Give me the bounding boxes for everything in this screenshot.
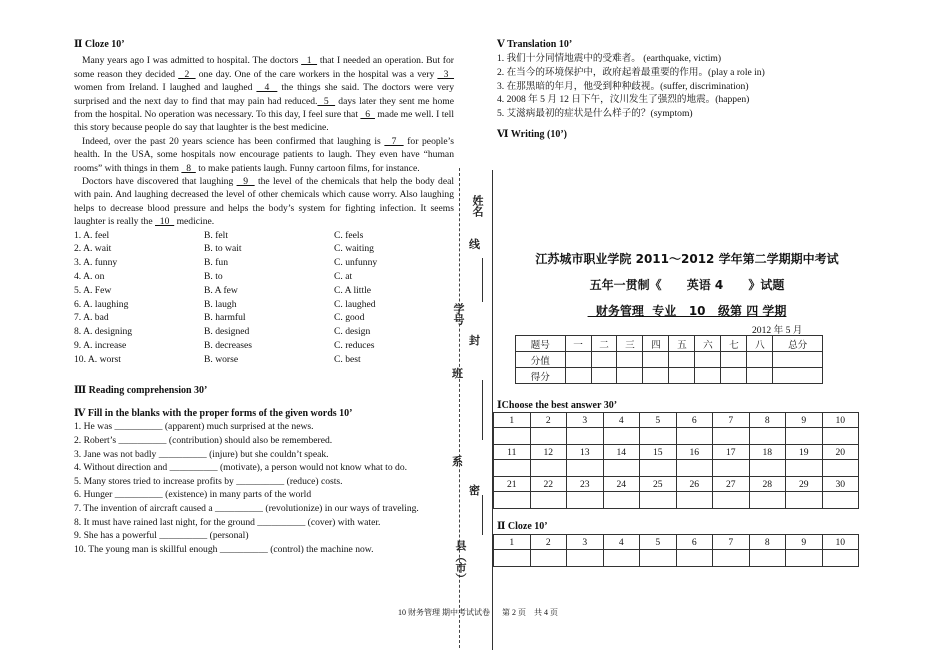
score-table	[515, 335, 823, 384]
choose-heading: ⅠChoose the best answer 30’	[497, 400, 618, 411]
score-header-cell: 六	[695, 336, 721, 352]
cloze-text: for people’s health. In the USA, some hospitals now encourage patients to laugh. They even have “human rooms” with things in them	[74, 135, 454, 174]
answer-cell[interactable]	[567, 428, 604, 445]
answer-number: 7	[713, 535, 750, 550]
answer-number: 12	[530, 445, 567, 460]
fill-item: 10. The young man is skillful enough __________ (control) the machine now.	[74, 543, 374, 555]
answer-cell[interactable]	[713, 550, 750, 567]
option-item: C. design	[334, 326, 371, 338]
option-item: 10. A. worst	[74, 353, 121, 365]
cloze-text: days later they sent me home from the hospital. No operation was necessary. To this day, I feel sure that	[74, 95, 454, 121]
blank-line	[482, 258, 483, 302]
cloze-options	[74, 229, 454, 367]
answer-number: 13	[567, 445, 604, 460]
answer-cell[interactable]	[786, 460, 823, 477]
answer-cell[interactable]	[567, 550, 604, 567]
cloze-paragraph-2	[74, 135, 454, 175]
blank-line	[482, 380, 483, 440]
label-line: 线	[469, 238, 480, 251]
fill-item: 9. She has a powerful __________ (personal)	[74, 530, 249, 542]
answer-number: 10	[822, 413, 859, 428]
option-item: B. decreases	[204, 340, 252, 352]
answer-cell[interactable]	[603, 492, 640, 509]
answer-cell[interactable]	[749, 492, 786, 509]
answer-number: 28	[749, 477, 786, 492]
score-header-cell: 四	[643, 336, 669, 352]
answer-number: 2	[530, 535, 567, 550]
answer-number: 19	[786, 445, 823, 460]
option-item: B. felt	[204, 229, 228, 241]
score-cell	[617, 368, 643, 384]
option-item: C. at	[334, 271, 353, 283]
answer-number: 16	[676, 445, 713, 460]
answer-number: 8	[749, 413, 786, 428]
major-line: 财务管理 专业 10 级第 四 学期	[587, 304, 787, 318]
answer-number: 7	[713, 413, 750, 428]
label-student-id: 学号	[452, 303, 465, 325]
answer-number: 10	[822, 535, 859, 550]
option-item: C. best	[334, 353, 361, 365]
translation-item: 5. 艾滋病最初的症状是什么样子的？(symptom)	[497, 107, 693, 119]
fill-item: 5. Many stores tried to increase profits by __________ (reduce) costs.	[74, 475, 343, 487]
fill-item: 6. Hunger __________ (existence) in many parts of the world	[74, 489, 312, 501]
cloze-text: to make patients laugh. Funny cartoon films, for instance.	[195, 162, 420, 174]
score-cell	[643, 352, 669, 368]
answer-cell[interactable]	[567, 492, 604, 509]
score-cell	[565, 368, 591, 384]
option-item: B. fun	[204, 257, 228, 269]
answer-number: 5	[640, 413, 677, 428]
course-title: 五年一贯制《 英语 4 》试题	[589, 278, 785, 292]
option-item: B. designed	[204, 326, 250, 338]
page-footer: 10 财务管理 期中考试试卷 第 2 页 共 4 页	[398, 608, 558, 617]
answer-cell[interactable]	[567, 460, 604, 477]
answer-number: 4	[603, 413, 640, 428]
answer-number: 1	[494, 413, 531, 428]
option-item: B. laugh	[204, 298, 237, 310]
score-cell	[721, 368, 747, 384]
answer-cell[interactable]	[603, 428, 640, 445]
cloze-blank: 9	[236, 176, 255, 188]
choose-answer-table	[493, 412, 859, 509]
fill-item: 3. Jane was not badly __________ (injure) but she couldn’t speak.	[74, 448, 329, 460]
translation-item: 1. 我们十分同情地震中的受难者。 (earthquake, victim)	[497, 53, 722, 65]
answer-number: 17	[713, 445, 750, 460]
answer-number: 9	[786, 535, 823, 550]
score-cell	[747, 352, 773, 368]
answer-cell[interactable]	[676, 428, 713, 445]
cloze-text: Many years ago I was admitted to hospital. The doctors	[82, 55, 302, 67]
option-item: C. laughed	[334, 298, 376, 310]
option-item: 8. A. designing	[74, 326, 133, 338]
score-cell	[747, 368, 773, 384]
cloze-text: one day. One of the care workers in the hospital was a very	[195, 68, 438, 80]
score-cell	[773, 368, 823, 384]
cloze-blank: 4	[256, 82, 278, 94]
option-item: 5. A. Few	[74, 284, 112, 296]
answer-cell[interactable]	[494, 550, 531, 567]
score-header-cell: 八	[747, 336, 773, 352]
score-cell	[721, 352, 747, 368]
cloze-answer-table	[493, 534, 859, 567]
answer-cell[interactable]	[676, 492, 713, 509]
answer-cell[interactable]	[713, 492, 750, 509]
answer-cell[interactable]	[822, 428, 859, 445]
answer-number: 29	[786, 477, 823, 492]
answer-cell[interactable]	[676, 460, 713, 477]
option-item: B. to	[204, 271, 223, 283]
score-cell	[591, 368, 617, 384]
score-header-cell: 题号	[516, 336, 566, 352]
fill-list	[74, 420, 454, 556]
fill-item: 2. Robert’s __________ (contribution) should also be remembered.	[74, 435, 333, 447]
option-item: 3. A. funny	[74, 257, 118, 269]
answer-cell[interactable]	[530, 492, 567, 509]
fill-item: 8. It must have rained last night, for the ground __________ (cover) with water.	[74, 516, 381, 528]
answer-cell[interactable]	[494, 492, 531, 509]
cloze-text: that I needed an operation. But for some reason they decided	[74, 55, 454, 80]
option-item: 7. A. bad	[74, 312, 109, 324]
score-header-cell: 一	[565, 336, 591, 352]
answer-cell[interactable]	[494, 428, 531, 445]
cloze-answer-heading: Ⅱ Cloze 10’	[497, 521, 548, 532]
option-item: C. reduces	[334, 340, 375, 352]
option-item: C. A little	[334, 284, 372, 296]
answer-number: 11	[494, 445, 531, 460]
translation-item: 2. 在当今的环境保护中，政府起着最重要的作用。(play a role in)	[497, 67, 765, 78]
answer-cell[interactable]	[786, 550, 823, 567]
answer-number: 9	[786, 413, 823, 428]
label-class: 班	[452, 367, 463, 380]
answer-number: 24	[603, 477, 640, 492]
answer-cell[interactable]	[713, 460, 750, 477]
answer-number: 23	[567, 477, 604, 492]
answer-number: 3	[567, 413, 604, 428]
option-item: C. good	[334, 312, 365, 324]
answer-cell[interactable]	[640, 428, 677, 445]
answer-number: 14	[603, 445, 640, 460]
answer-number: 15	[640, 445, 677, 460]
answer-cell[interactable]	[749, 460, 786, 477]
cloze-blank: 8	[181, 162, 196, 174]
cloze-text: Doctors have discovered that laughing	[82, 176, 237, 188]
cloze-paragraph-1	[74, 54, 454, 134]
cloze-paragraph-3	[74, 175, 454, 229]
label-name: 姓名	[471, 195, 484, 217]
cloze-heading: Ⅱ Cloze 10’	[74, 39, 125, 50]
option-item: 6. A. laughing	[74, 298, 129, 310]
answer-cell[interactable]	[786, 492, 823, 509]
answer-number: 3	[567, 535, 604, 550]
answer-cell[interactable]	[786, 428, 823, 445]
binding-solid-line	[492, 170, 493, 650]
score-header-cell: 七	[721, 336, 747, 352]
answer-cell[interactable]	[603, 550, 640, 567]
option-item: C. unfunny	[334, 257, 378, 269]
cloze-blank: 7	[384, 135, 404, 147]
option-item: C. feels	[334, 229, 364, 241]
translation-item: 4. 2008 年 5 月 12 日下午，汶川发生了强烈的地震。(happen)	[497, 94, 750, 106]
blank-line	[482, 495, 483, 535]
score-cell	[695, 352, 721, 368]
option-item: B. worse	[204, 353, 239, 365]
answer-cell[interactable]	[640, 492, 677, 509]
translation-heading: Ⅴ Translation 10’	[497, 39, 573, 50]
answer-cell[interactable]	[494, 460, 531, 477]
option-item: 1. A. feel	[74, 229, 110, 241]
cloze-blank: 6	[360, 109, 375, 121]
option-item: 4. A. on	[74, 271, 105, 283]
right-column	[497, 38, 857, 142]
answer-cell[interactable]	[676, 550, 713, 567]
fill-item: 1. He was __________ (apparent) much surprised at the news.	[74, 421, 314, 433]
score-header-cell: 二	[591, 336, 617, 352]
school-title: 江苏城市职业学院 2011～2012 学年第二学期期中考试	[535, 252, 839, 266]
answer-number: 27	[713, 477, 750, 492]
exam-date: 2012 年 5 月	[752, 325, 803, 336]
writing-heading: Ⅵ Writing (10’)	[497, 129, 568, 141]
translation-list	[497, 52, 857, 120]
answer-number: 6	[676, 535, 713, 550]
answer-cell[interactable]	[530, 460, 567, 477]
cloze-text: Indeed, over the past 20 years science has been confirmed that laughing is	[82, 135, 385, 147]
option-item: B. harmful	[204, 312, 246, 324]
answer-cell[interactable]	[640, 550, 677, 567]
score-cell	[695, 368, 721, 384]
answer-number: 1	[494, 535, 531, 550]
option-item: B. A few	[204, 284, 238, 296]
answer-cell[interactable]	[530, 550, 567, 567]
answer-number: 22	[530, 477, 567, 492]
score-cell	[565, 352, 591, 368]
answer-cell[interactable]	[713, 428, 750, 445]
answer-number: 25	[640, 477, 677, 492]
cloze-blank: 5	[317, 95, 336, 107]
score-cell	[643, 368, 669, 384]
cloze-blank: 2	[178, 68, 196, 80]
answer-number: 18	[749, 445, 786, 460]
translation-item: 3. 在那黑暗的年月，他受到种种歧视。(suffer, discrimination)	[497, 80, 749, 92]
option-item: 2. A. wait	[74, 243, 112, 255]
answer-cell[interactable]	[822, 460, 859, 477]
score-header-cell: 总分	[773, 336, 823, 352]
label-seal: 封	[469, 334, 480, 347]
answer-number: 5	[640, 535, 677, 550]
cloze-text: the things she said. The doctors were very surprised and the next day to find that may pain had reduced.	[74, 82, 455, 107]
option-item: 9. A. increase	[74, 340, 127, 352]
fill-heading: Ⅳ Fill in the blanks with the proper forms of the given words 10’	[74, 408, 353, 420]
answer-number: 6	[676, 413, 713, 428]
answer-number: 30	[822, 477, 859, 492]
cloze-text: women from Ireland. I laughed and laughed	[74, 82, 257, 94]
fill-item: 4. Without direction and __________ (motivate), a person would not know what to do.	[74, 462, 408, 474]
answer-number: 21	[494, 477, 531, 492]
score-cell	[669, 368, 695, 384]
cloze-text: medicine.	[174, 216, 215, 228]
answer-cell[interactable]	[822, 550, 859, 567]
answer-number: 4	[603, 535, 640, 550]
score-row-label: 分值	[516, 352, 566, 368]
score-header-cell: 三	[617, 336, 643, 352]
answer-number: 2	[530, 413, 567, 428]
option-item: C. waiting	[334, 243, 374, 255]
label-dept: 系	[452, 455, 463, 468]
label-seal2: 密	[469, 484, 480, 497]
score-cell	[591, 352, 617, 368]
fill-item: 7. The invention of aircraft caused a __________ (revolutionize) in our ways of traveling.	[74, 503, 419, 515]
answer-cell[interactable]	[749, 428, 786, 445]
answer-number: 20	[822, 445, 859, 460]
answer-cell[interactable]	[530, 428, 567, 445]
score-cell	[617, 352, 643, 368]
cloze-blank: 10	[155, 216, 175, 228]
answer-cell[interactable]	[749, 550, 786, 567]
score-cell	[773, 352, 823, 368]
cloze-blank: 3	[437, 68, 455, 80]
cloze-text: made me well. I tell this story because people do say that laughter is the best medicine.	[74, 109, 455, 134]
answer-cell[interactable]	[822, 492, 859, 509]
score-row-label: 得分	[516, 368, 566, 384]
answer-number: 26	[676, 477, 713, 492]
answer-cell[interactable]	[640, 460, 677, 477]
answer-number: 8	[749, 535, 786, 550]
option-item: B. to wait	[204, 243, 242, 255]
reading-heading: Ⅲ Reading comprehension 30’	[74, 384, 208, 396]
answer-cell[interactable]	[603, 460, 640, 477]
score-header-cell: 五	[669, 336, 695, 352]
score-cell	[669, 352, 695, 368]
cloze-text: the level of the chemicals that help the body deal with pain. And laughing decreased the level of other chemicals which cause worry. Also laughing helps to decrease blood pressure and helps the body’s system for fighting infection. It seems laughter is really the	[74, 176, 455, 228]
left-column	[74, 38, 454, 556]
label-county: 县（市）	[454, 540, 467, 584]
cloze-blank: 1	[301, 55, 318, 67]
